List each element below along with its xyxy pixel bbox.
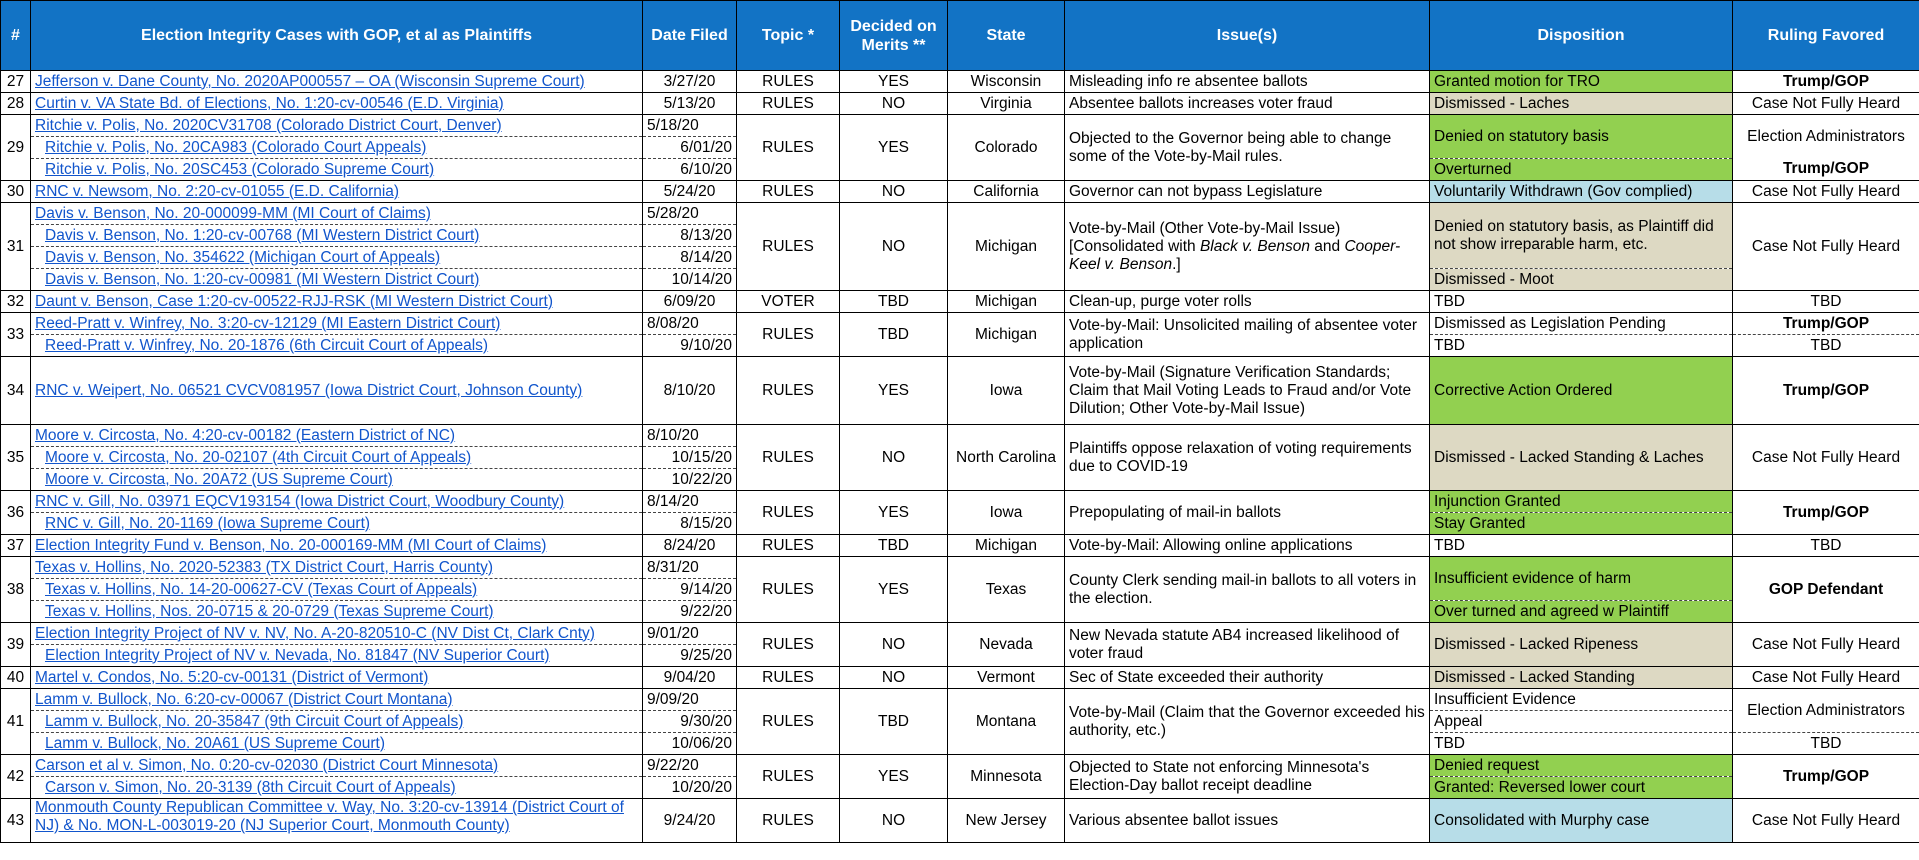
ruling: Trump/GOP <box>1733 71 1919 93</box>
case-cell <box>31 513 643 535</box>
case-link[interactable]: Monmouth County Republican Committee v. Way, No. 3:20-cv-13914 (District Court of NJ) & No. MON-L-003019-20 (NJ Superior Court, Monmouth County) <box>35 799 624 834</box>
date-filed: 10/20/20 <box>643 777 737 799</box>
merits: NO <box>840 203 948 291</box>
disposition: Over turned and agreed w Plaintiff <box>1430 601 1733 623</box>
issue: Objected to State not enforcing Minnesota's Election-Day ballot receipt deadline <box>1065 755 1430 799</box>
disposition: Granted: Reversed lower court <box>1430 777 1733 799</box>
case-link[interactable]: Jefferson v. Dane County, No. 2020AP000557 – OA (Wisconsin Supreme Court) <box>35 72 585 90</box>
ruling: Case Not Fully Heard <box>1733 623 1919 667</box>
state: Michigan <box>948 203 1065 291</box>
date-filed: 9/10/20 <box>643 335 737 357</box>
header-row <box>1 1 1919 71</box>
disposition: Dismissed - Laches <box>1430 93 1733 115</box>
merits: YES <box>840 357 948 425</box>
case-cell <box>31 689 643 711</box>
ruling: Case Not Fully Heard <box>1733 203 1919 291</box>
table-row <box>1 623 1919 645</box>
case-link[interactable]: Ritchie v. Polis, No. 2020CV31708 (Colorado District Court, Denver) <box>35 116 502 134</box>
disposition: TBD <box>1430 335 1733 357</box>
issue: Prepopulating of mail-in ballots <box>1065 491 1430 535</box>
date-filed: 8/15/20 <box>643 513 737 535</box>
merits: YES <box>840 115 948 181</box>
case-link[interactable]: Reed-Pratt v. Winfrey, No. 3:20-cv-12129 (MI Eastern District Court) <box>35 314 501 332</box>
topic: RULES <box>737 557 840 623</box>
topic: RULES <box>737 357 840 425</box>
issue: Governor can not bypass Legislature <box>1065 181 1430 203</box>
ruling: Case Not Fully Heard <box>1733 425 1919 491</box>
case-link[interactable]: Texas v. Hollins, No. 14-20-00627-CV (Texas Court of Appeals) <box>45 580 478 598</box>
case-cell <box>31 247 643 269</box>
table-row <box>1 203 1919 225</box>
case-link[interactable]: Carson et al v. Simon, No. 0:20-cv-02030 (District Court Minnesota) <box>35 756 499 774</box>
date-filed: 9/30/20 <box>643 711 737 733</box>
date-filed: 8/08/20 <box>643 313 737 335</box>
case-link[interactable]: Election Integrity Project of NV v. NV, No. A-20-820510-C (NV Dist Ct, Clark Cnty) <box>35 624 595 642</box>
date-filed: 9/14/20 <box>643 579 737 601</box>
date-filed: 6/10/20 <box>643 159 737 181</box>
ruling: Election Administrators <box>1733 115 1919 159</box>
case-link[interactable]: Reed-Pratt v. Winfrey, No. 20-1876 (6th Circuit Court of Appeals) <box>45 336 489 354</box>
disposition: Stay Granted <box>1430 513 1733 535</box>
table-row <box>1 291 1919 313</box>
disposition: TBD <box>1430 733 1733 755</box>
case-cell <box>31 557 643 579</box>
merits: YES <box>840 491 948 535</box>
table-row <box>1 425 1919 447</box>
issue: Vote-by-Mail (Claim that the Governor exceeded his authority, etc.) <box>1065 689 1430 755</box>
disposition: Dismissed - Lacked Ripeness <box>1430 623 1733 667</box>
case-link[interactable]: Election Integrity Fund v. Benson, No. 20-000169-MM (MI Court of Claims) <box>35 536 547 554</box>
row-number: 41 <box>1 689 31 755</box>
ruling: TBD <box>1733 335 1919 357</box>
disposition: Dismissed as Legislation Pending <box>1430 313 1733 335</box>
topic: RULES <box>737 203 840 291</box>
date-filed: 9/24/20 <box>643 799 737 843</box>
issue: Vote-by-Mail (Signature Verification Standards; Claim that Mail Voting Leads to Fraud and/or Vote Dilution; Other Vote-by-Mail Issue) <box>1065 357 1430 425</box>
case-cell <box>31 733 643 755</box>
merits: YES <box>840 755 948 799</box>
issue: County Clerk sending mail-in ballots to all voters in the election. <box>1065 557 1430 623</box>
topic: VOTER <box>737 291 840 313</box>
disposition: Consolidated with Murphy case <box>1430 799 1733 843</box>
header-state: State <box>948 1 1065 71</box>
date-filed: 5/24/20 <box>643 181 737 203</box>
topic: RULES <box>737 667 840 689</box>
date-filed: 8/14/20 <box>643 491 737 513</box>
merits: YES <box>840 557 948 623</box>
case-link[interactable]: Texas v. Hollins, Nos. 20-0715 & 20-0729 (Texas Supreme Court) <box>45 602 494 620</box>
topic: RULES <box>737 313 840 357</box>
row-number: 42 <box>1 755 31 799</box>
date-filed: 10/06/20 <box>643 733 737 755</box>
disposition: Denied on statutory basis, as Plaintiff did not show irreparable harm, etc. <box>1430 203 1733 269</box>
case-cell <box>31 357 643 425</box>
ruling: Trump/GOP <box>1733 755 1919 799</box>
disposition: Voluntarily Withdrawn (Gov complied) <box>1430 181 1733 203</box>
case-cell <box>31 181 643 203</box>
row-number: 34 <box>1 357 31 425</box>
topic: RULES <box>737 115 840 181</box>
case-cell <box>31 645 643 667</box>
state: North Carolina <box>948 425 1065 491</box>
merits: NO <box>840 93 948 115</box>
case-cell <box>31 269 643 291</box>
table-row <box>1 357 1919 425</box>
ruling: Trump/GOP <box>1733 313 1919 335</box>
table-row <box>1 667 1919 689</box>
topic: RULES <box>737 491 840 535</box>
case-link[interactable]: Davis v. Benson, No. 1:20-cv-00768 (MI Western District Court) <box>45 226 480 244</box>
date-filed: 9/04/20 <box>643 667 737 689</box>
row-number: 33 <box>1 313 31 357</box>
date-filed: 8/13/20 <box>643 225 737 247</box>
state: Wisconsin <box>948 71 1065 93</box>
state: Vermont <box>948 667 1065 689</box>
case-cell <box>31 623 643 645</box>
state: Iowa <box>948 357 1065 425</box>
case-cell <box>31 137 643 159</box>
disposition: Insufficient evidence of harm <box>1430 557 1733 601</box>
disposition: Corrective Action Ordered <box>1430 357 1733 425</box>
topic: RULES <box>737 689 840 755</box>
case-link[interactable]: Lamm v. Bullock, No. 6:20-cv-00067 (District Court Montana) <box>35 690 453 708</box>
issue: Various absentee ballot issues <box>1065 799 1430 843</box>
case-cell <box>31 159 643 181</box>
merits: NO <box>840 623 948 667</box>
case-link[interactable]: Texas v. Hollins, No. 2020-52383 (TX District Court, Harris County) <box>35 558 493 576</box>
disposition: TBD <box>1430 291 1733 313</box>
case-cell <box>31 601 643 623</box>
ruling: Case Not Fully Heard <box>1733 799 1919 843</box>
state: Texas <box>948 557 1065 623</box>
table-row <box>1 115 1919 137</box>
case-link[interactable]: RNC v. Weipert, No. 06521 CVCV081957 (Iowa District Court, Johnson County) <box>35 381 583 399</box>
disposition: Overturned <box>1430 159 1733 181</box>
merits: TBD <box>840 313 948 357</box>
state: Michigan <box>948 313 1065 357</box>
date-filed: 8/10/20 <box>643 425 737 447</box>
ruling: Trump/GOP <box>1733 357 1919 425</box>
date-filed: 9/22/20 <box>643 755 737 777</box>
issue: Misleading info re absentee ballots <box>1065 71 1430 93</box>
table-row <box>1 181 1919 203</box>
date-filed: 9/01/20 <box>643 623 737 645</box>
case-cell <box>31 335 643 357</box>
ruling: TBD <box>1733 291 1919 313</box>
state: Michigan <box>948 535 1065 557</box>
state: Iowa <box>948 491 1065 535</box>
case-cell <box>31 115 643 137</box>
case-cell <box>31 667 643 689</box>
case-link[interactable]: Moore v. Circosta, No. 20A72 (US Supreme Court) <box>45 470 393 488</box>
table-row <box>1 491 1919 513</box>
disposition: Denied on statutory basis <box>1430 115 1733 159</box>
row-number: 39 <box>1 623 31 667</box>
case-cell <box>31 71 643 93</box>
case-cell <box>31 225 643 247</box>
date-filed: 10/14/20 <box>643 269 737 291</box>
case-link[interactable]: Carson v. Simon, No. 20-3139 (8th Circuit Court of Appeals) <box>45 778 456 796</box>
case-link[interactable]: RNC v. Gill, No. 20-1169 (Iowa Supreme Court) <box>45 514 371 532</box>
table-row <box>1 755 1919 777</box>
date-filed: 3/27/20 <box>643 71 737 93</box>
issue: New Nevada statute AB4 increased likelihood of voter fraud <box>1065 623 1430 667</box>
disposition: Granted motion for TRO <box>1430 71 1733 93</box>
merits: NO <box>840 181 948 203</box>
case-link[interactable]: Ritchie v. Polis, No. 20SC453 (Colorado Supreme Court) <box>45 160 435 178</box>
table-row <box>1 799 1919 843</box>
table-row <box>1 313 1919 335</box>
date-filed: 9/09/20 <box>643 689 737 711</box>
ruling: Trump/GOP <box>1733 491 1919 535</box>
merits: TBD <box>840 535 948 557</box>
date-filed: 10/15/20 <box>643 447 737 469</box>
merits: NO <box>840 667 948 689</box>
merits: TBD <box>840 689 948 755</box>
ruling: GOP Defendant <box>1733 557 1919 623</box>
issue: Objected to the Governor being able to change some of the Vote-by-Mail rules. <box>1065 115 1430 181</box>
row-number: 40 <box>1 667 31 689</box>
row-number: 29 <box>1 115 31 181</box>
case-link[interactable]: Lamm v. Bullock, No. 20A61 (US Supreme Court) <box>45 734 385 752</box>
case-link[interactable]: Martel v. Condos, No. 5:20-cv-00131 (District of Vermont) <box>35 668 429 686</box>
header-topic: Topic * <box>737 1 840 71</box>
table-row <box>1 535 1919 557</box>
case-cell <box>31 313 643 335</box>
topic: RULES <box>737 755 840 799</box>
disposition: Denied request <box>1430 755 1733 777</box>
disposition: Dismissed - Lacked Standing & Laches <box>1430 425 1733 491</box>
state: Minnesota <box>948 755 1065 799</box>
state: California <box>948 181 1065 203</box>
header-issues: Issue(s) <box>1065 1 1430 71</box>
topic: RULES <box>737 71 840 93</box>
table-row <box>1 71 1919 93</box>
ruling: TBD <box>1733 535 1919 557</box>
topic: RULES <box>737 425 840 491</box>
case-link[interactable]: Election Integrity Project of NV v. Nevada, No. 81847 (NV Superior Court) <box>45 646 550 664</box>
merits: NO <box>840 425 948 491</box>
table-row <box>1 93 1919 115</box>
topic: RULES <box>737 799 840 843</box>
case-link[interactable]: Ritchie v. Polis, No. 20CA983 (Colorado Court Appeals) <box>45 138 427 156</box>
ruling: Election Administrators <box>1733 689 1919 733</box>
disposition: Dismissed - Lacked Standing <box>1430 667 1733 689</box>
header-case: Election Integrity Cases with GOP, et al as Plaintiffs <box>31 1 643 71</box>
case-cell <box>31 291 643 313</box>
case-link[interactable]: Curtin v. VA State Bd. of Elections, No. 1:20-cv-00546 (E.D. Virginia) <box>35 94 504 112</box>
header-disposition: Disposition <box>1430 1 1733 71</box>
table-row <box>1 557 1919 579</box>
merits: NO <box>840 799 948 843</box>
case-cell <box>31 579 643 601</box>
date-filed: 8/24/20 <box>643 535 737 557</box>
header-number: # <box>1 1 31 71</box>
date-filed: 10/22/20 <box>643 469 737 491</box>
disposition: TBD <box>1430 535 1733 557</box>
table-row <box>1 689 1919 711</box>
case-link[interactable]: Moore v. Circosta, No. 20-02107 (4th Circuit Court of Appeals) <box>45 448 472 466</box>
case-link[interactable]: Davis v. Benson, No. 20-000099-MM (MI Court of Claims) <box>35 204 431 222</box>
merits: TBD <box>840 291 948 313</box>
case-link[interactable]: Davis v. Benson, No. 1:20-cv-00981 (MI Western District Court) <box>45 270 480 288</box>
case-cell <box>31 711 643 733</box>
row-number: 38 <box>1 557 31 623</box>
header-decided-on-merits: Decided on Merits ** <box>840 1 948 71</box>
case-cell <box>31 491 643 513</box>
topic: RULES <box>737 181 840 203</box>
state: Nevada <box>948 623 1065 667</box>
case-link[interactable]: Davis v. Benson, No. 354622 (Michigan Court of Appeals) <box>45 248 441 266</box>
case-cell <box>31 469 643 491</box>
date-filed: 8/31/20 <box>643 557 737 579</box>
date-filed: 5/13/20 <box>643 93 737 115</box>
topic: RULES <box>737 623 840 667</box>
header-ruling-favored: Ruling Favored <box>1733 1 1919 71</box>
issue: Sec of State exceeded their authority <box>1065 667 1430 689</box>
row-number: 37 <box>1 535 31 557</box>
row-number: 28 <box>1 93 31 115</box>
case-cell <box>31 535 643 557</box>
state: Colorado <box>948 115 1065 181</box>
header-date-filed: Date Filed <box>643 1 737 71</box>
issue: Plaintiffs oppose relaxation of voting requirements due to COVID-19 <box>1065 425 1430 491</box>
case-cell <box>31 777 643 799</box>
date-filed: 6/01/20 <box>643 137 737 159</box>
case-cell <box>31 203 643 225</box>
case-cell <box>31 425 643 447</box>
ruling: Case Not Fully Heard <box>1733 667 1919 689</box>
case-link[interactable]: Moore v. Circosta, No. 4:20-cv-00182 (Eastern District of NC) <box>35 426 456 444</box>
issue: Clean-up, purge voter rolls <box>1065 291 1430 313</box>
disposition: Dismissed - Moot <box>1430 269 1733 291</box>
date-filed: 6/09/20 <box>643 291 737 313</box>
date-filed: 9/22/20 <box>643 601 737 623</box>
issue: Vote-by-Mail (Other Vote-by-Mail Issue) [Consolidated with Black v. Benson and Cooper-Keel v. Benson.] <box>1065 203 1430 291</box>
case-cell <box>31 799 643 843</box>
case-cell <box>31 447 643 469</box>
row-number: 30 <box>1 181 31 203</box>
date-filed: 5/18/20 <box>643 115 737 137</box>
state: Michigan <box>948 291 1065 313</box>
state: Virginia <box>948 93 1065 115</box>
date-filed: 9/25/20 <box>643 645 737 667</box>
ruling: Case Not Fully Heard <box>1733 93 1919 115</box>
date-filed: 8/10/20 <box>643 357 737 425</box>
state: New Jersey <box>948 799 1065 843</box>
topic: RULES <box>737 93 840 115</box>
state: Montana <box>948 689 1065 755</box>
row-number: 32 <box>1 291 31 313</box>
case-link[interactable]: Lamm v. Bullock, No. 20-35847 (9th Circuit Court of Appeals) <box>45 712 464 730</box>
row-number: 27 <box>1 71 31 93</box>
case-link[interactable]: Daunt v. Benson, Case 1:20-cv-00522-RJJ-RSK (MI Western District Court) <box>35 292 553 310</box>
topic: RULES <box>737 535 840 557</box>
row-number: 36 <box>1 491 31 535</box>
case-cell <box>31 755 643 777</box>
ruling: Case Not Fully Heard <box>1733 181 1919 203</box>
merits: YES <box>840 71 948 93</box>
ruling: TBD <box>1733 733 1919 755</box>
date-filed: 8/14/20 <box>643 247 737 269</box>
case-link[interactable]: RNC v. Newsom, No. 2:20-cv-01055 (E.D. California) <box>35 182 400 200</box>
row-number: 43 <box>1 799 31 843</box>
disposition: Appeal <box>1430 711 1733 733</box>
issue: Vote-by-Mail: Unsolicited mailing of absentee voter application <box>1065 313 1430 357</box>
case-link[interactable]: RNC v. Gill, No. 03971 EQCV193154 (Iowa District Court, Woodbury County) <box>35 492 565 510</box>
disposition: Injunction Granted <box>1430 491 1733 513</box>
issue: Vote-by-Mail: Allowing online applications <box>1065 535 1430 557</box>
case-cell <box>31 93 643 115</box>
row-number: 35 <box>1 425 31 491</box>
date-filed: 5/28/20 <box>643 203 737 225</box>
disposition: Insufficient Evidence <box>1430 689 1733 711</box>
row-number: 31 <box>1 203 31 291</box>
issue: Absentee ballots increases voter fraud <box>1065 93 1430 115</box>
ruling: Trump/GOP <box>1733 159 1919 181</box>
